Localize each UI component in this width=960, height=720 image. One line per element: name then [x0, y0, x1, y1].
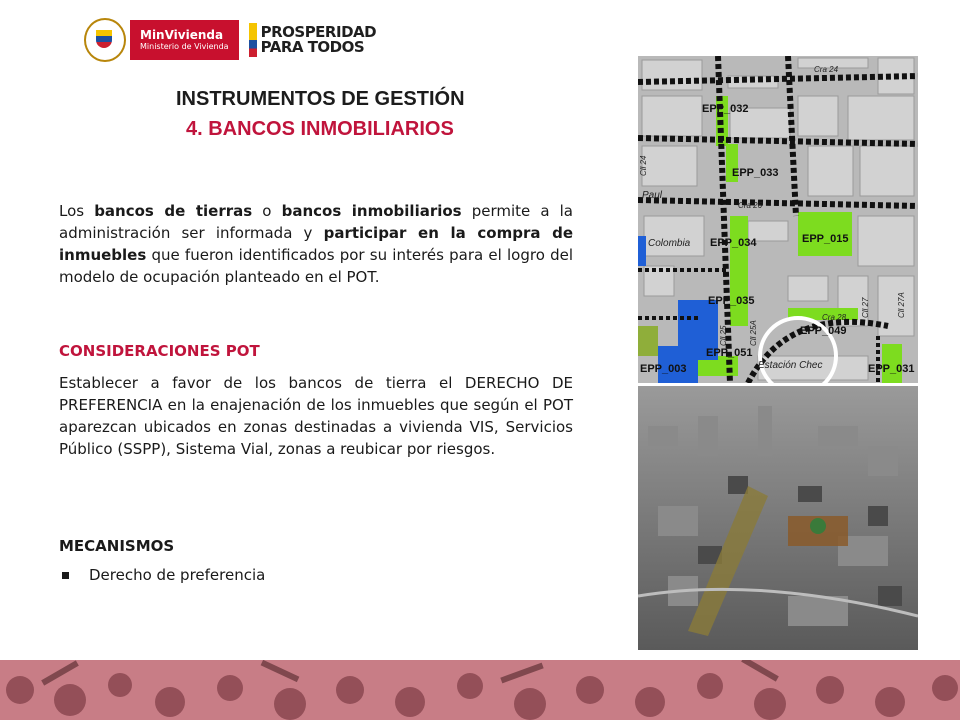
text-run: Los — [59, 202, 95, 220]
map-label: Cra 26 — [738, 201, 763, 210]
text-run: o — [252, 202, 282, 220]
map-label: EPP_031 — [868, 363, 915, 375]
map-label: Cll 27A — [897, 292, 906, 318]
map-label: EPP_032 — [702, 103, 749, 115]
map-label: Paul — [642, 190, 663, 201]
map-label: Cll 25A — [749, 320, 758, 346]
aerial-photo — [638, 386, 918, 650]
map-label: Estación Chec — [758, 360, 823, 371]
list-item — [59, 566, 265, 584]
bold-term: bancos inmobiliarios — [281, 202, 462, 220]
page-subtitle: 4. BANCOS INMOBILIARIOS — [186, 118, 454, 140]
map-label: Cll 24 — [639, 155, 648, 176]
campaign-line2: PARA TODOS — [260, 38, 365, 56]
section-heading-consideraciones: CONSIDERACIONES POT — [59, 342, 260, 360]
map-label: Colombia — [648, 238, 691, 249]
map-label: EPP_015 — [802, 233, 849, 245]
text-run: permite a la administración ser informada y — [59, 202, 573, 242]
map-label: Cra 28 — [822, 313, 847, 322]
consideraciones-text: Establecer a favor de los bancos de tierra el DERECHO DE PREFERENCIA en la enajenación de los inmuebles que según el POT aparezcan ubicados en zonas destinadas a vivienda VIS, Servicios Público (SSPP), Sistema Vial, zonas a reubicar por riesgos. — [59, 374, 573, 458]
map-label: EPP_035 — [708, 295, 755, 307]
ministry-subtitle: Ministerio de Vivienda — [140, 42, 229, 51]
ministry-name: MinVivienda — [140, 28, 224, 42]
intro-paragraph — [59, 200, 573, 288]
campaign-line1: PROSPERIDAD — [260, 23, 377, 41]
coat-of-arms-icon — [84, 18, 126, 62]
map-label: EPP_049 — [800, 325, 847, 337]
bullet-square-icon — [62, 572, 69, 579]
map-label: Cll 25 — [719, 325, 728, 346]
page-title: INSTRUMENTOS DE GESTIÓN — [176, 88, 465, 110]
footer-crowd-banner — [0, 660, 960, 720]
map-label: Cra 24 — [814, 65, 839, 74]
map-label: EPP_003 — [640, 363, 687, 375]
flag-bars-icon — [249, 23, 257, 57]
bullet-text: Derecho de preferencia — [89, 566, 266, 584]
minvivienda-logo — [130, 20, 239, 60]
zoning-map — [638, 56, 918, 383]
map-label: EPP_034 — [710, 237, 757, 249]
bold-term: participar en la compra de inmuebles — [59, 224, 573, 264]
bold-term: bancos de tierras — [94, 202, 253, 220]
prosperidad-logo — [249, 23, 376, 57]
text-run: que fueron identificados por su interés para el logro del modelo de ocupación planteado en el POT. — [59, 246, 573, 286]
consideraciones-paragraph — [59, 372, 573, 460]
section-heading-mecanismos: MECANISMOS — [59, 537, 175, 555]
map-label: EPP_051 — [706, 347, 753, 359]
map-label: EPP_033 — [732, 167, 779, 179]
header-logos — [84, 18, 376, 62]
map-label: Cll 27 — [861, 297, 870, 318]
